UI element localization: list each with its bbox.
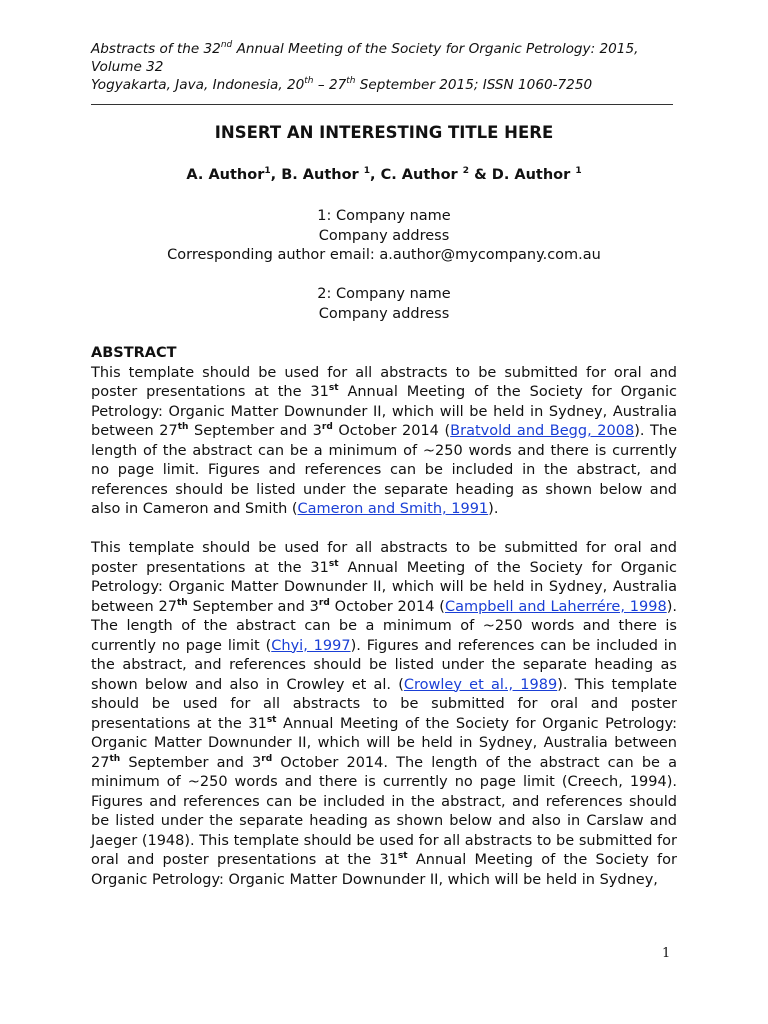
author-list: A. Author$^1$, B. Author $^1$, C. Author $^2$ & D. Author $^1$ bbox=[186, 166, 582, 183]
header-line-1: Abstracts of the 32nd Annual Meeting of the Society for Organic Petrology: 2015, bbox=[91, 40, 639, 57]
page-number: 1 bbox=[662, 946, 671, 961]
affiliation-label: 2: Company name bbox=[317, 286, 451, 302]
corresponding-email: Corresponding author email: a.author@mycompany.com.au bbox=[167, 247, 601, 263]
paper-title: INSERT AN INTERESTING TITLE HERE bbox=[214, 123, 554, 142]
affiliation-2 bbox=[91, 285, 677, 324]
journal-header bbox=[91, 40, 691, 94]
author: D. Author bbox=[491, 167, 576, 183]
abstract-heading: ABSTRACT bbox=[91, 345, 177, 361]
abstract-paragraph-2: This template should be used for all abstracts to be submitted for oral and poster presentations at the 31st Annual Meeting of the Society for Organic Petrology: Organic Matter Downunder II, which will be held in Sydney, Australia between 27th September and 3rd October 2014 (Campbell and Laherrére, 1998). The length of the abstract can be a minimum of ~250 words and there is currently no page limit (Chyi, 1997). Figures and references can be included in the abstract, and references should be listed under the separate heading as shown below and also in Crowley et al. (Crowley et al., 1989). This template should be used for all abstracts to be submitted for oral and poster presentations at the 31st Annual Meeting of the Society for Organic Petrology: Organic Matter Downunder II, which will be held in Sydney, Australia between 27th September and 3rd October 2014. The length of the abstract can be a minimum of ~250 words and there is currently no page limit (Creech, 1994). Figures and references can be included in the abstract, and references should be listed under the separate heading as shown below and also in Carslaw and Jaeger (1948). This template should be used for all abstracts to be submitted for oral and poster presentations at the 31st Annual Meeting of the Society for Organic Petrology: Organic Matter Downunder II, which will be held in Sydney, bbox=[91, 540, 678, 888]
affiliation-1 bbox=[91, 207, 677, 266]
citation-link[interactable]: Chyi, 1997 bbox=[271, 637, 351, 654]
citation-link[interactable]: Bratvold and Begg, 2008 bbox=[450, 423, 635, 439]
abstract-paragraph-1: This template should be used for all abstracts to be submitted for oral and poster presentations at the 31st Annual Meeting of the Society for Organic Petrology: Organic Matter Downunder II, which will be held in Sydney, Australia between 27th September and 3rd October 2014 (Bratvold and Begg, 2008). The length of the abstract can be a minimum of ~250 words and there is currently no page limit. Figures and references can be included in the abstract, and references should be listed under the separate heading as shown below and also in Cameron and Smith (Cameron and Smith, 1991). bbox=[91, 364, 678, 517]
author: C. Author bbox=[380, 167, 463, 183]
affiliation-label: 1: Company name bbox=[317, 208, 451, 224]
header-line-3: Yogyakarta, Java, Indonesia, 20th – 27th September 2015; ISSN 1060-7250 bbox=[91, 76, 593, 93]
affiliation-address: Company address bbox=[318, 305, 450, 322]
header-divider bbox=[91, 104, 673, 105]
affiliation-address: Company address bbox=[318, 227, 450, 244]
citation-link[interactable]: Crowley et al., 1989 bbox=[403, 676, 558, 693]
author: B. Author bbox=[281, 167, 364, 183]
author: A. Author bbox=[186, 167, 265, 183]
abstract-section bbox=[91, 344, 677, 910]
citation-link[interactable]: Campbell and Laherrére, 1998 bbox=[444, 598, 667, 615]
citation-link[interactable]: Cameron and Smith, 1991 bbox=[297, 501, 489, 517]
header-line-2: Volume 32 bbox=[91, 59, 164, 75]
